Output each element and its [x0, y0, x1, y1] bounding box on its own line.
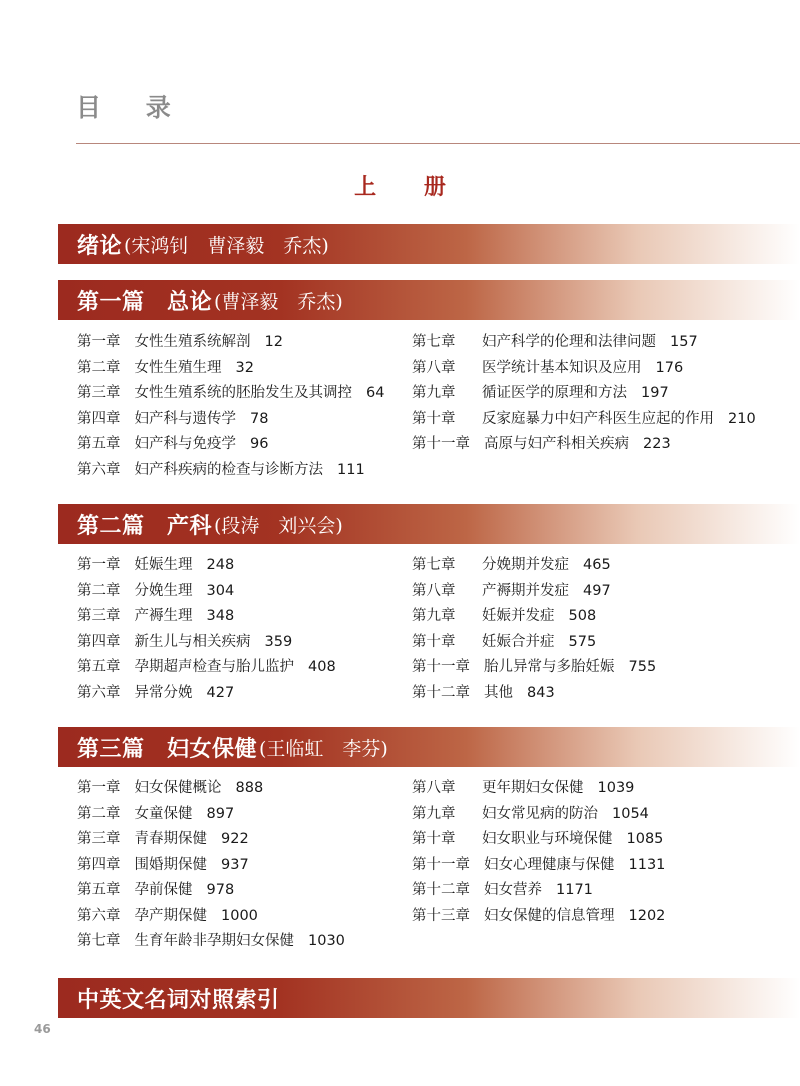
section-authors: (宋鸿钊 曹泽毅 乔杰)	[124, 234, 329, 257]
chapter-title: 女性生殖系统的胚胎发生及其调控	[134, 385, 352, 401]
chapter-number: 第十二章	[412, 882, 470, 898]
chapter-title: 女性生殖系统解剖	[134, 334, 251, 350]
toc-entry[interactable]	[77, 655, 336, 681]
toc-entry[interactable]	[412, 407, 756, 433]
chapter-page: 32	[235, 359, 254, 376]
chapter-page: 1000	[221, 907, 258, 924]
toc-entry[interactable]	[412, 579, 656, 605]
chapter-title: 妇产科与遗传学	[134, 410, 236, 427]
toc-entry[interactable]	[412, 330, 756, 356]
toc-column-left	[77, 330, 384, 483]
chapter-page: 210	[728, 410, 756, 427]
toc-entry[interactable]	[77, 458, 384, 484]
chapter-page: 223	[643, 436, 671, 452]
chapter-page: 888	[235, 780, 264, 796]
toc-entry[interactable]	[77, 604, 336, 630]
section-title: 第一篇 总论	[77, 289, 213, 315]
chapter-title: 其他	[484, 684, 513, 701]
chapter-title: 孕产期保健	[134, 907, 207, 924]
chapter-number: 第八章	[412, 359, 456, 376]
chapter-page: 575	[568, 633, 597, 650]
chapter-title: 循证医学的原理和方法	[482, 385, 627, 401]
chapter-page: 359	[264, 633, 293, 650]
toc-entry[interactable]	[412, 553, 656, 579]
chapter-page: 1030	[308, 933, 345, 949]
section-title: 第三篇 妇女保健	[77, 736, 258, 762]
section-banner-womens-health[interactable]	[58, 727, 800, 767]
toc-entry[interactable]	[77, 579, 336, 605]
chapter-number: 第三章	[77, 385, 121, 401]
chapter-number: 第四章	[77, 856, 121, 873]
toc-column-right	[412, 553, 656, 706]
chapter-number: 第九章	[412, 608, 456, 624]
toc-entry[interactable]	[77, 929, 345, 955]
chapter-page: 1202	[628, 907, 666, 924]
chapter-page: 465	[583, 557, 611, 573]
chapter-title: 妇女职业与环境保健	[482, 831, 613, 847]
chapter-title: 女性生殖生理	[134, 359, 222, 376]
chapter-page: 197	[641, 385, 669, 401]
toc-entry[interactable]	[412, 853, 665, 879]
toc-entry[interactable]	[412, 381, 756, 407]
toc-entry[interactable]	[77, 853, 345, 879]
chapter-number: 第五章	[77, 659, 121, 675]
chapter-page: 348	[206, 608, 235, 624]
chapter-page: 408	[308, 659, 336, 675]
chapter-number: 第五章	[77, 436, 121, 452]
toc-column-right	[412, 330, 756, 458]
chapter-number: 第十一章	[412, 436, 470, 452]
chapter-title: 妊娠合并症	[482, 633, 555, 650]
chapter-page: 1085	[626, 831, 664, 847]
toc-entry[interactable]	[412, 655, 656, 681]
toc-column-left	[77, 553, 336, 706]
chapter-title: 新生儿与相关疾病	[134, 633, 251, 650]
chapter-number: 第四章	[77, 633, 121, 650]
chapter-number: 第一章	[77, 780, 121, 796]
chapter-number: 第十二章	[412, 684, 470, 701]
chapter-number: 第九章	[412, 805, 456, 822]
chapter-page: 304	[206, 582, 235, 599]
chapter-page: 843	[527, 684, 555, 701]
chapter-number: 第二章	[77, 582, 121, 599]
toc-entry[interactable]	[77, 381, 384, 407]
chapter-number: 第十章	[412, 410, 456, 427]
chapter-number: 第七章	[412, 557, 456, 573]
toc-entry[interactable]	[77, 432, 384, 458]
toc-entry[interactable]	[77, 776, 345, 802]
chapter-title: 妇女保健的信息管理	[484, 907, 615, 924]
section-title: 绪论	[77, 233, 123, 259]
toc-entry[interactable]	[412, 432, 756, 458]
chapter-title: 青春期保健	[134, 831, 207, 847]
chapter-page: 937	[221, 856, 249, 873]
chapter-page: 427	[206, 684, 235, 701]
chapter-title: 妇女常见病的防治	[482, 805, 598, 822]
chapter-number: 第十一章	[412, 856, 470, 873]
chapter-number: 第十章	[412, 633, 456, 650]
chapter-title: 孕期超声检查与胎儿监护	[134, 659, 294, 675]
chapter-number: 第十一章	[412, 659, 470, 675]
chapter-page: 978	[206, 882, 235, 898]
toc-entry[interactable]	[412, 356, 756, 382]
chapter-page: 497	[583, 582, 611, 599]
toc-entry[interactable]	[412, 904, 665, 930]
chapter-number: 第七章	[77, 933, 121, 949]
toc-entry[interactable]	[77, 330, 384, 356]
chapter-title: 妇女营养	[484, 882, 542, 898]
chapter-number: 第六章	[77, 461, 121, 478]
chapter-page: 897	[206, 805, 235, 822]
chapter-page: 508	[568, 608, 597, 624]
toc-column-left	[77, 776, 345, 955]
chapter-page: 1171	[556, 882, 593, 898]
toc-entry[interactable]	[412, 630, 656, 656]
chapter-title: 妊娠生理	[134, 557, 193, 573]
chapter-title: 胎儿异常与多胎妊娠	[484, 659, 615, 675]
chapter-number: 第六章	[77, 684, 121, 701]
toc-entry[interactable]	[77, 878, 345, 904]
chapter-title: 生育年龄非孕期妇女保健	[134, 933, 294, 949]
chapter-title: 分娩期并发症	[482, 557, 569, 573]
chapter-title: 反家庭暴力中妇产科医生应起的作用	[482, 410, 714, 427]
chapter-number: 第三章	[77, 831, 121, 847]
toc-entry[interactable]	[77, 904, 345, 930]
toc-entry[interactable]	[77, 827, 345, 853]
toc-entry[interactable]	[412, 827, 665, 853]
toc-entry[interactable]	[77, 407, 384, 433]
chapter-title: 更年期妇女保健	[482, 780, 584, 796]
chapter-number: 第四章	[77, 410, 121, 427]
chapter-title: 妇女心理健康与保健	[484, 856, 615, 873]
chapter-number: 第一章	[77, 557, 121, 573]
toc-entry[interactable]	[412, 604, 656, 630]
chapter-number: 第三章	[77, 608, 121, 624]
chapter-number: 第八章	[412, 582, 456, 599]
toc-entry[interactable]	[412, 681, 656, 707]
chapter-title: 孕前保健	[134, 882, 193, 898]
chapter-title: 异常分娩	[134, 684, 193, 701]
toc-entry[interactable]	[77, 802, 345, 828]
section-authors: (曹泽毅 乔杰)	[214, 290, 343, 313]
toc-entry[interactable]	[412, 776, 665, 802]
chapter-page: 922	[221, 831, 249, 847]
chapter-page: 248	[206, 557, 235, 573]
chapter-page: 176	[655, 359, 684, 376]
chapter-number: 第一章	[77, 334, 121, 350]
toc-entry[interactable]	[77, 553, 336, 579]
section-banner-obstetrics[interactable]	[58, 504, 800, 544]
chapter-page: 1054	[612, 805, 649, 822]
chapter-number: 第八章	[412, 780, 456, 796]
chapter-number: 第九章	[412, 385, 456, 401]
section-banner-general[interactable]	[58, 280, 800, 320]
toc-entry[interactable]	[77, 356, 384, 382]
chapter-number: 第五章	[77, 882, 121, 898]
volume-title: 上 册	[354, 175, 466, 200]
chapter-number: 第二章	[77, 359, 121, 376]
chapter-title: 围婚期保健	[134, 856, 207, 873]
section-banner-intro[interactable]	[58, 224, 800, 264]
chapter-title: 妇产科疾病的检查与诊断方法	[134, 461, 323, 478]
chapter-page: 64	[366, 385, 385, 401]
chapter-title: 女童保健	[134, 805, 193, 822]
toc-entry[interactable]	[77, 681, 336, 707]
section-banner-index[interactable]	[58, 978, 800, 1018]
chapter-title: 妇产科学的伦理和法律问题	[482, 334, 656, 350]
chapter-number: 第二章	[77, 805, 121, 822]
section-authors: (段涛 刘兴会)	[214, 514, 343, 537]
chapter-title: 妊娠并发症	[482, 608, 555, 624]
chapter-page: 96	[250, 436, 269, 452]
chapter-title: 妇女保健概论	[134, 780, 222, 796]
chapter-page: 157	[670, 334, 698, 350]
chapter-number: 第十章	[412, 831, 456, 847]
chapter-title: 产褥生理	[134, 608, 193, 624]
chapter-title: 高原与妇产科相关疾病	[484, 436, 629, 452]
chapter-title: 妇产科与免疫学	[134, 436, 236, 452]
chapter-title: 产褥期并发症	[482, 582, 569, 599]
chapter-page: 111	[337, 461, 365, 478]
chapter-title: 分娩生理	[134, 582, 193, 599]
page-number: 46	[34, 1022, 51, 1036]
page-heading: 目 录	[76, 93, 189, 122]
chapter-page: 12	[264, 334, 283, 350]
heading-divider	[76, 143, 800, 144]
chapter-page: 755	[628, 659, 657, 675]
chapter-number: 第十三章	[412, 907, 470, 924]
toc-entry[interactable]	[412, 802, 665, 828]
toc-column-right	[412, 776, 665, 929]
toc-entry[interactable]	[77, 630, 336, 656]
section-title: 第二篇 产科	[77, 513, 213, 539]
section-authors: (王临虹 李芬)	[259, 737, 388, 760]
chapter-page: 1131	[628, 856, 666, 873]
toc-entry[interactable]	[412, 878, 665, 904]
chapter-number: 第七章	[412, 334, 456, 350]
section-title: 中英文名词对照索引	[77, 987, 280, 1013]
chapter-number: 第六章	[77, 907, 121, 924]
chapter-page: 78	[250, 410, 269, 427]
chapter-title: 医学统计基本知识及应用	[482, 359, 642, 376]
chapter-page: 1039	[597, 780, 635, 796]
